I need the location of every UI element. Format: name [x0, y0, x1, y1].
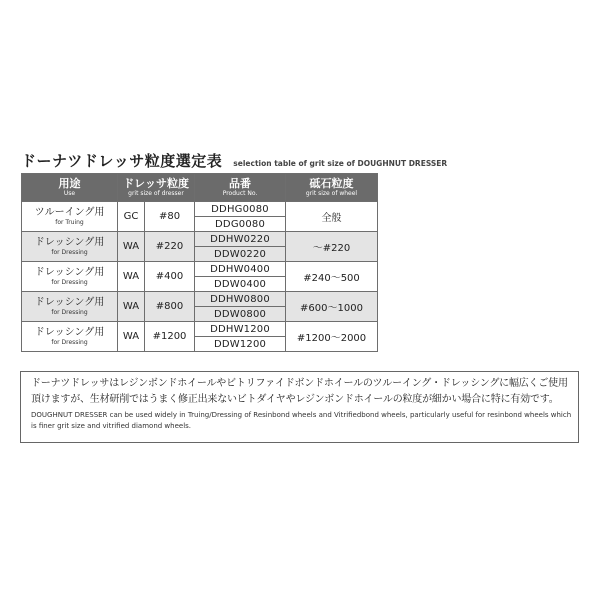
abrasive-type-cell: WA [118, 232, 145, 262]
table-row [22, 232, 378, 247]
grit-selection-table [21, 173, 378, 352]
table-row [22, 262, 378, 277]
product-number-cell: DDHW1200 [195, 322, 286, 337]
dresser-grit-cell: #220 [145, 232, 195, 262]
product-number-cell: DDHW0400 [195, 262, 286, 277]
abrasive-type-cell: WA [118, 292, 145, 322]
header-product-en: Product No. [222, 189, 258, 197]
wheel-grit-cell: ～#220 [286, 232, 378, 262]
abrasive-type-cell: WA [118, 322, 145, 352]
dresser-grit-cell: #80 [145, 202, 195, 232]
use-ja: ドレッシング用 [34, 266, 105, 278]
title-english: selection table of grit size of DOUGHNUT DRESSER [233, 159, 448, 168]
use-en: for Dressing [51, 308, 88, 316]
table-header-row [22, 174, 378, 202]
table-title [21, 150, 581, 172]
use-ja: ドレッシング用 [34, 236, 105, 248]
use-cell [22, 292, 118, 322]
use-en: for Dressing [51, 278, 88, 286]
header-grit-en: grit size of dresser [128, 189, 184, 197]
header-use-en: Use [63, 189, 76, 197]
product-number-cell: DDG0080 [195, 217, 286, 232]
table-row [22, 202, 378, 217]
use-ja: ツルーイング用 [34, 206, 105, 218]
header-use-ja: 用途 [58, 177, 81, 191]
product-number-cell: DDHW0800 [195, 292, 286, 307]
use-cell [22, 262, 118, 292]
header-wheel-en: grit size of wheel [305, 189, 358, 197]
header-wheel [286, 174, 378, 202]
product-number-cell: DDW0400 [195, 277, 286, 292]
dresser-grit-cell: #800 [145, 292, 195, 322]
use-cell [22, 322, 118, 352]
abrasive-type-cell: GC [118, 202, 145, 232]
use-en: for Truing [55, 218, 84, 226]
use-ja: ドレッシング用 [34, 326, 105, 338]
title-japanese: ドーナツドレッサ粒度選定表 [21, 152, 223, 170]
use-en: for Dressing [51, 338, 88, 346]
header-wheel-ja: 砥石粒度 [309, 177, 354, 191]
abrasive-type-cell: WA [118, 262, 145, 292]
wheel-grit-cell: #1200～2000 [286, 322, 378, 352]
dresser-grit-cell: #1200 [145, 322, 195, 352]
header-grit [118, 174, 195, 202]
table-row [22, 322, 378, 337]
description-box [20, 371, 579, 443]
wheel-grit-cell: #240～500 [286, 262, 378, 292]
dresser-grit-cell: #400 [145, 262, 195, 292]
use-en: for Dressing [51, 248, 88, 256]
wheel-grit-cell: 全般 [286, 202, 378, 232]
description-english: DOUGHNUT DRESSER can be used widely in Truing/Dressing of Resinbond wheels and Vitrifiedbond wheels, particularly useful for resinbond wheels which is finer grit size and vitrified diamond wheels. [31, 411, 572, 430]
table-row [22, 292, 378, 307]
header-use [22, 174, 118, 202]
product-number-cell: DDW0800 [195, 307, 286, 322]
product-number-cell: DDHG0080 [195, 202, 286, 217]
use-cell [22, 232, 118, 262]
header-product-ja: 品番 [229, 177, 252, 191]
wheel-grit-cell: #600～1000 [286, 292, 378, 322]
product-number-cell: DDHW0220 [195, 232, 286, 247]
use-ja: ドレッシング用 [34, 296, 105, 308]
product-number-cell: DDW1200 [195, 337, 286, 352]
use-cell [22, 202, 118, 232]
header-grit-ja: ドレッサ粒度 [123, 177, 189, 191]
header-product [195, 174, 286, 202]
description-japanese: ドーナツドレッサはレジンボンドホイールやビトリファイドボンドホイールのツルーイング・ドレッシングに幅広くご使用頂けますが、生材研削ではうまく修正出来ないビトダイヤやレジンボンドホイールの粒度が細かい場合に特に有効です。 [31, 378, 568, 405]
product-number-cell: DDW0220 [195, 247, 286, 262]
